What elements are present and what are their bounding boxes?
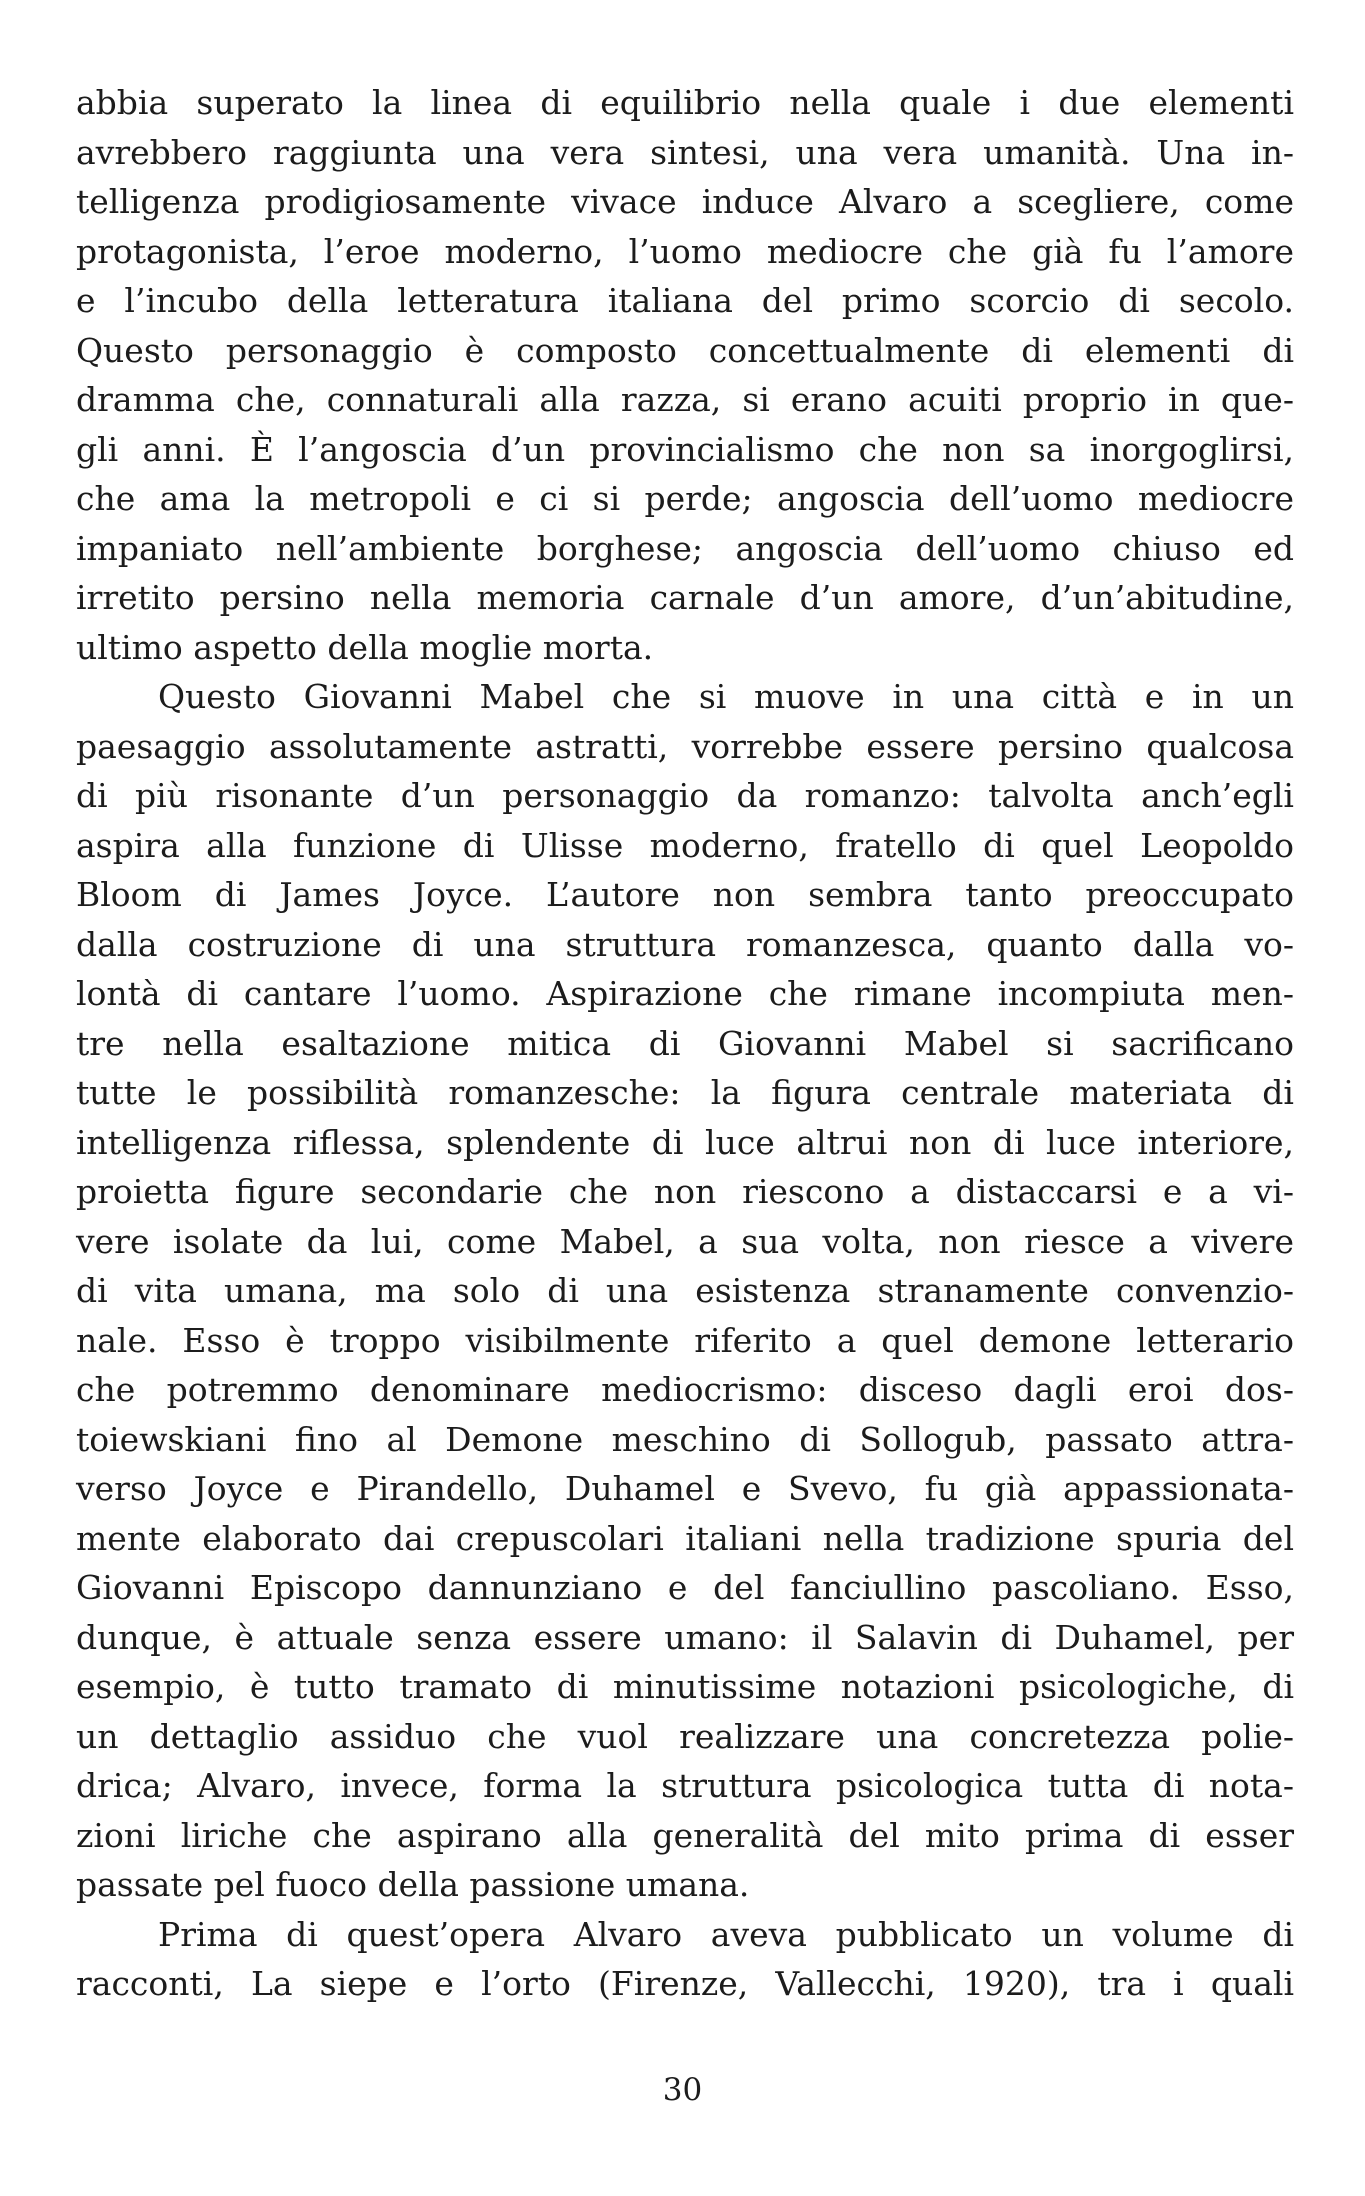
text-line: dramma che, connaturali alla razza, si erano acuiti proprio in que- <box>76 380 1294 419</box>
paragraph-3 <box>76 1910 1294 2009</box>
text-line: abbia superato la linea di equilibrio nella quale i due elementi <box>76 83 1294 122</box>
text-line: proietta figure secondarie che non riescono a distaccarsi e a vi- <box>76 1172 1294 1211</box>
text-line: di vita umana, ma solo di una esistenza stranamente convenzio- <box>76 1271 1294 1310</box>
text-line: che ama la metropoli e ci si perde; angoscia dell’uomo mediocre <box>76 479 1294 518</box>
text-line: ultimo aspetto della moglie morta. <box>76 627 654 667</box>
text-line: Questo personaggio è composto concettualmente di elementi di <box>76 330 1294 370</box>
text-line: telligenza prodigiosamente vivace induce Alvaro a scegliere, come <box>76 182 1294 221</box>
text-line: Prima di quest’opera Alvaro aveva pubblicato un volume di <box>158 1914 1294 1954</box>
text-line: e l’incubo della letteratura italiana del primo scorcio di secolo. <box>76 281 1294 320</box>
text-line: nale. Esso è troppo visibilmente riferito a quel demone letterario <box>76 1320 1294 1360</box>
text-line: tutte le possibilità romanzesche: la figura centrale materiata di <box>76 1073 1294 1112</box>
text-line: Questo Giovanni Mabel che si muove in una città e in un <box>158 677 1294 716</box>
text-line: verso Joyce e Pirandello, Duhamel e Svevo, fu già appassionata- <box>76 1469 1294 1508</box>
text-line: protagonista, l’eroe moderno, l’uomo mediocre che già fu l’amore <box>76 231 1294 271</box>
text-line: drica; Alvaro, invece, forma la struttura psicologica tutta di nota- <box>76 1766 1294 1805</box>
text-line: zioni liriche che aspirano alla generalità del mito prima di esser <box>76 1815 1294 1855</box>
text-line: irretito persino nella memoria carnale d’un amore, d’un’abitudine, <box>76 578 1294 617</box>
text-line: racconti, La siepe e l’orto (Firenze, Vallecchi, 1920), tra i quali <box>76 1964 1294 2003</box>
text-line: toiewskiani fino al Demone meschino di Sollogub, passato attra- <box>76 1419 1294 1459</box>
page-body <box>76 78 1294 2009</box>
text-line: un dettaglio assiduo che vuol realizzare una concretezza polie- <box>76 1716 1294 1756</box>
text-line: paesaggio assolutamente astratti, vorrebbe essere persino qualcosa <box>76 726 1294 766</box>
text-line: passate pel fuoco della passione umana. <box>76 1865 750 1904</box>
text-line: dunque, è attuale senza essere umano: il Salavin di Duhamel, per <box>76 1617 1294 1657</box>
text-line: di più risonante d’un personaggio da romanzo: talvolta anch’egli <box>76 776 1294 815</box>
text-line: lontà di cantare l’uomo. Aspirazione che rimane incompiuta men- <box>76 974 1294 1013</box>
text-line: Bloom di James Joyce. L’autore non sembra tanto preoccupato <box>76 875 1294 914</box>
text-line: esempio, è tutto tramato di minutissime notazioni psicologiche, di <box>76 1667 1294 1706</box>
text-line: dalla costruzione di una struttura romanzesca, quanto dalla vo- <box>76 924 1294 964</box>
text-line: che potremmo denominare mediocrismo: disceso dagli eroi dos- <box>76 1370 1294 1409</box>
text-line: intelligenza riflessa, splendente di luce altrui non di luce interiore, <box>76 1122 1294 1162</box>
text-line: aspira alla funzione di Ulisse moderno, fratello di quel Leopoldo <box>76 825 1294 865</box>
text-line: tre nella esaltazione mitica di Giovanni Mabel si sacrificano <box>76 1023 1294 1063</box>
text-line: Giovanni Episcopo dannunziano e del fanciullino pascoliano. Esso, <box>76 1568 1294 1607</box>
text-line: mente elaborato dai crepuscolari italiani nella tradizione spuria del <box>76 1518 1294 1558</box>
paragraph-1 <box>76 78 1294 672</box>
text-line: gli anni. È l’angoscia d’un provincialismo che non sa inorgoglirsi, <box>76 429 1294 469</box>
paragraph-2 <box>76 672 1294 1910</box>
text-line: vere isolate da lui, come Mabel, a sua volta, non riesce a vivere <box>76 1221 1294 1261</box>
text-line: impaniato nell’ambiente borghese; angoscia dell’uomo chiuso ed <box>76 528 1294 568</box>
page-number: 30 <box>662 2072 703 2108</box>
text-line: avrebbero raggiunta una vera sintesi, una vera umanità. Una in- <box>76 132 1294 172</box>
